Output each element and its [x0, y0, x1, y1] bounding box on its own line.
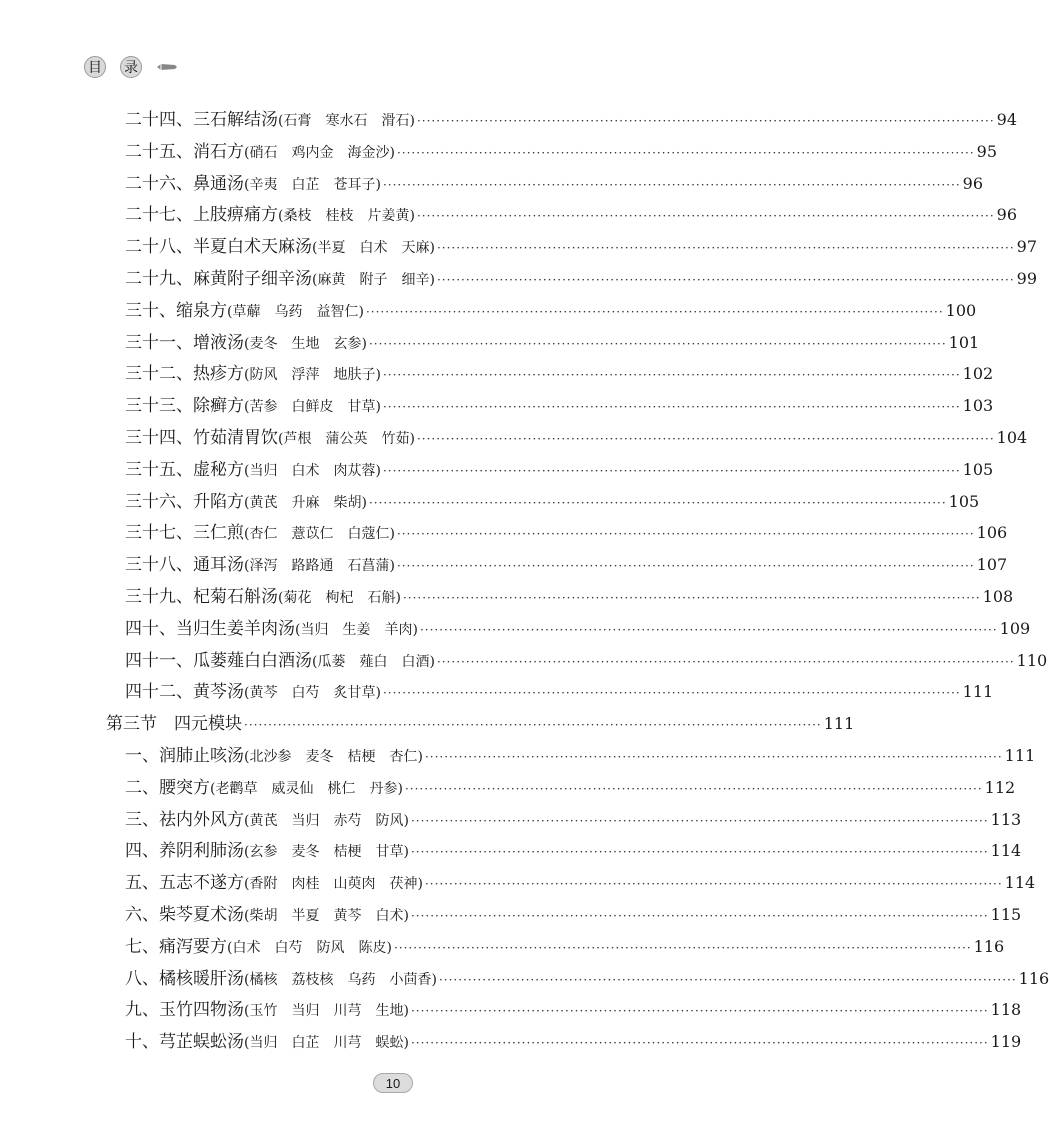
toc-entry-title: 二十六、鼻通汤	[125, 173, 244, 194]
toc-entry-page: 105	[962, 459, 994, 479]
toc-entry-title: 二十五、消石方	[125, 141, 244, 162]
dot-leader: ························································································································	[410, 813, 989, 828]
dot-leader: ························································································································	[410, 909, 989, 923]
toc-entry-page: 114	[1004, 873, 1036, 893]
dot-leader: ························································································································	[365, 304, 944, 319]
toc-entry-herbs: (当归 白芷 川芎 蜈蚣)	[244, 1035, 409, 1052]
toc-entry-title: 四、养阴利肺汤	[125, 841, 244, 862]
toc-entry-page: 107	[976, 555, 1008, 575]
toc-entry[interactable]	[125, 199, 1018, 231]
toc-entry[interactable]	[125, 422, 1028, 454]
toc-entry-herbs: (黄芩 白芍 炙甘草)	[244, 685, 381, 702]
toc-entry-page: 116	[973, 936, 1005, 956]
toc-entry-page: 119	[990, 1032, 1022, 1052]
dot-leader: ························································································································	[424, 750, 1003, 764]
dot-leader: ························································································································	[424, 877, 1003, 892]
toc-entry[interactable]	[125, 390, 994, 422]
toc-entry-herbs: (泽泻 路路通 石菖蒲)	[244, 558, 395, 575]
toc-entry-herbs: (老鹳草 威灵仙 桃仁 丹参)	[210, 780, 403, 797]
toc-entry-page: 111	[1004, 746, 1036, 765]
dot-leader: ························································································································	[404, 781, 983, 796]
header-char-lu: 录	[120, 56, 142, 78]
toc-entry[interactable]	[125, 517, 1008, 549]
toc-entry[interactable]	[125, 549, 1008, 581]
toc-entry-herbs: (白术 白芍 防风 陈皮)	[227, 939, 392, 956]
toc-entry[interactable]	[125, 994, 1022, 1026]
toc-entry[interactable]	[125, 676, 994, 708]
toc-entry-herbs: (北沙参 麦冬 桔梗 杏仁)	[244, 749, 423, 765]
toc-entry-title: 九、玉竹四物汤	[125, 1000, 244, 1021]
dot-leader: ························································································································	[382, 400, 961, 415]
dot-leader: ························································································································	[382, 368, 961, 383]
toc-entry[interactable]	[125, 486, 980, 518]
toc-entry[interactable]	[125, 899, 1022, 931]
toc-entry[interactable]	[125, 231, 1038, 263]
dot-leader: ························································································································	[416, 209, 995, 224]
dot-leader: ························································································································	[393, 940, 972, 955]
dot-leader: ························································································································	[382, 686, 961, 701]
pen-icon	[156, 61, 178, 73]
toc-entry-herbs: (麻黄 附子 细辛)	[312, 272, 435, 288]
toc-entry-title: 二十九、麻黄附子细辛汤	[125, 269, 312, 289]
toc-entry[interactable]	[125, 804, 1022, 836]
toc-entry-title: 四十一、瓜蒌薤白白酒汤	[125, 650, 312, 671]
toc-entry-page: 96	[996, 205, 1018, 225]
toc-entry-page: 103	[962, 396, 994, 416]
toc-entry-page: 113	[990, 809, 1022, 829]
toc-entry-herbs: (防风 浮萍 地肤子)	[244, 367, 381, 384]
toc-entry-title: 二、腰突方	[125, 777, 210, 798]
toc-entry-page: 102	[962, 364, 994, 384]
dot-leader: ························································································································	[244, 718, 822, 733]
dot-leader: ························································································································	[396, 527, 975, 542]
toc-entry-title: 三十二、热疹方	[125, 364, 244, 385]
toc-entry-herbs: (瓜蒌 薤白 白酒)	[312, 653, 435, 670]
dot-leader: ························································································································	[416, 114, 995, 128]
toc-entry[interactable]	[125, 867, 1036, 899]
toc-entry-page: 114	[990, 841, 1022, 861]
toc-entry-herbs: (当归 白术 肉苁蓉)	[244, 462, 381, 479]
toc-entry-page: 99	[1016, 269, 1038, 288]
toc-entry-herbs: (苦参 白鲜皮 甘草)	[244, 399, 381, 416]
toc-entry-herbs: (半夏 白术 天麻)	[312, 240, 435, 257]
toc-entry-herbs: (玉竹 当归 川芎 生地)	[244, 1003, 409, 1020]
toc-entry[interactable]	[125, 327, 980, 359]
toc-entry-page: 116	[1018, 968, 1049, 988]
toc-entry-herbs: (草薢 乌药 益智仁)	[227, 303, 364, 320]
toc-entry[interactable]	[125, 104, 1018, 136]
dot-leader: ························································································································	[382, 463, 961, 478]
toc-entry-title: 三、祛内外风方	[125, 809, 244, 830]
toc-entry[interactable]	[125, 645, 1048, 677]
toc-entry-herbs: (香附 肉桂 山萸肉 茯神)	[244, 876, 423, 893]
dot-leader: ························································································································	[438, 972, 1017, 987]
toc-entry-title: 二十八、半夏白术天麻汤	[125, 237, 312, 258]
dot-leader: ························································································································	[410, 1036, 989, 1051]
toc-entry-title: 十、芎芷蜈蚣汤	[125, 1032, 244, 1053]
toc-entry-page: 100	[945, 300, 977, 320]
toc-entry-title: 五、五志不遂方	[125, 873, 244, 894]
dot-leader: ························································································································	[402, 591, 981, 605]
toc-entry-page: 97	[1016, 237, 1038, 257]
toc-entry-herbs: (当归 生姜 羊肉)	[295, 621, 418, 638]
toc-entry[interactable]	[125, 963, 1049, 995]
dot-leader: ························································································································	[368, 495, 947, 510]
dot-leader: ························································································································	[396, 559, 975, 574]
toc-entry-page: 94	[996, 110, 1018, 129]
toc-entry-title: 四十二、黄芩汤	[125, 682, 244, 703]
toc-entry-page: 110	[1016, 650, 1048, 670]
toc-entry-title: 三十六、升陷方	[125, 491, 244, 512]
dot-leader: ························································································································	[436, 654, 1015, 669]
header-char-mu: 目	[84, 56, 106, 78]
toc-entry[interactable]	[125, 772, 1016, 804]
toc-entry-title: 二十七、上肢痹痛方	[125, 205, 278, 226]
toc-entry-page: 115	[990, 905, 1022, 924]
toc-entry-herbs: (柴胡 半夏 黄芩 白术)	[244, 908, 409, 924]
toc-entry-herbs: (玄参 麦冬 桔梗 甘草)	[244, 844, 409, 861]
dot-leader: ························································································································	[368, 336, 947, 351]
toc-entry[interactable]	[125, 613, 1031, 645]
toc-entry-title: 三十五、虚秘方	[125, 459, 244, 480]
toc-entry-title: 三十九、杞菊石斛汤	[125, 587, 278, 607]
toc-entry-title: 三十七、三仁煎	[125, 523, 244, 544]
toc-entry-page: 108	[982, 587, 1014, 606]
toc-entry-page: 111	[962, 682, 994, 702]
dot-leader: ························································································································	[419, 622, 998, 637]
dot-leader: ························································································································	[436, 241, 1015, 256]
toc-entry[interactable]	[125, 295, 977, 327]
toc-entry-title: 一、润肺止咳汤	[125, 746, 244, 766]
toc-entry-title: 四十、当归生姜羊肉汤	[125, 618, 295, 639]
toc-entry-title: 七、痛泻要方	[125, 936, 227, 957]
toc-entry[interactable]	[125, 740, 1036, 772]
toc-entry-title: 三十一、增液汤	[125, 332, 244, 353]
toc-entry[interactable]	[125, 581, 1014, 613]
toc-entry-page: 105	[948, 491, 980, 511]
toc-entry-page: 109	[999, 618, 1031, 638]
toc-entry-herbs: (麦冬 生地 玄参)	[244, 335, 367, 352]
toc-entry-herbs: (橘核 荔枝核 乌药 小茴香)	[244, 971, 437, 988]
toc-entry-herbs: (辛夷 白芷 苍耳子)	[244, 176, 381, 193]
toc-entry[interactable]	[125, 136, 998, 168]
toc-entry-page: 106	[976, 523, 1008, 543]
toc-entry-herbs: (黄芪 当归 赤芍 防风)	[244, 812, 409, 829]
toc-entry-herbs: (菊花 枸杞 石斛)	[278, 590, 401, 606]
toc-entry-title: 三十三、除癣方	[125, 396, 244, 417]
toc-entry-page: 104	[996, 428, 1028, 447]
dot-leader: ························································································································	[436, 273, 1015, 287]
dot-leader: ························································································································	[396, 145, 975, 160]
toc-entry-herbs: (杏仁 薏苡仁 白蔻仁)	[244, 526, 395, 543]
toc-entry-page: 101	[948, 332, 980, 352]
toc-entry-herbs: (石膏 寒水石 滑石)	[278, 113, 415, 129]
toc-entry-page: 95	[976, 141, 998, 161]
toc-entry[interactable]	[125, 454, 994, 486]
dot-leader: ························································································································	[416, 432, 995, 446]
toc-entry[interactable]	[125, 1026, 1022, 1058]
toc-entry[interactable]	[125, 168, 984, 200]
toc-entry[interactable]	[125, 358, 994, 390]
dot-leader: ························································································································	[410, 845, 989, 860]
toc-entry-title: 八、橘核暖肝汤	[125, 968, 244, 989]
toc-entry[interactable]	[106, 708, 855, 740]
toc-entry-herbs: (桑枝 桂枝 片姜黄)	[278, 208, 415, 225]
toc-entry-herbs: (芦根 蒲公英 竹茹)	[278, 431, 415, 447]
page-number: 10	[373, 1073, 413, 1093]
toc-entry-page: 112	[984, 777, 1016, 797]
toc-entry-title: 第三节 四元模块	[106, 714, 242, 735]
toc-entry[interactable]	[125, 263, 1038, 295]
toc-entry-page: 118	[990, 1000, 1022, 1020]
dot-leader: ························································································································	[382, 177, 961, 192]
toc-entry-herbs: (硝石 鸡内金 海金沙)	[244, 144, 395, 161]
dot-leader: ························································································································	[410, 1004, 989, 1019]
toc-entry-herbs: (黄芪 升麻 柴胡)	[244, 494, 367, 511]
toc-entry-title: 二十四、三石解结汤	[125, 110, 278, 130]
toc-entry[interactable]	[125, 835, 1022, 867]
toc-entry-page: 96	[962, 173, 984, 193]
toc-entry-title: 三十八、通耳汤	[125, 555, 244, 576]
page-header	[84, 56, 178, 78]
toc-entry[interactable]	[125, 931, 1005, 963]
toc-entry-page: 111	[823, 714, 855, 734]
toc-entry-title: 三十、缩泉方	[125, 300, 227, 321]
toc-entry-title: 六、柴芩夏术汤	[125, 905, 244, 925]
toc-entry-title: 三十四、竹茹清胃饮	[125, 428, 278, 448]
